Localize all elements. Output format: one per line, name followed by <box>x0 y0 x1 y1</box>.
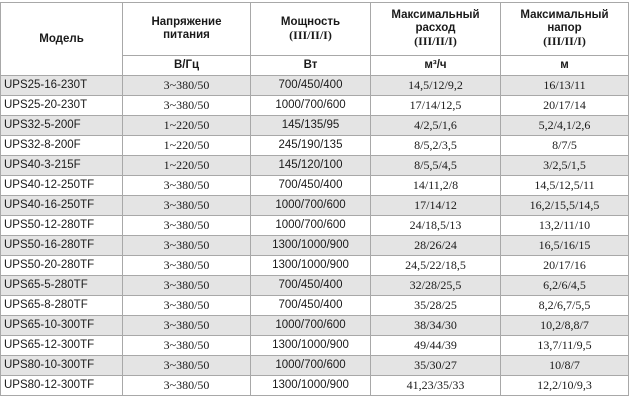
cell-power: 1300/1000/900 <box>251 336 371 356</box>
cell-power: 1000/700/600 <box>251 96 371 116</box>
header-head-line3: (III/II/I) <box>543 34 586 48</box>
cell-head: 8/7/5 <box>501 136 629 156</box>
unit-voltage: В/Гц <box>123 56 251 76</box>
cell-power: 700/450/400 <box>251 296 371 316</box>
header-flow <box>371 3 501 56</box>
cell-power: 1000/700/600 <box>251 216 371 236</box>
cell-flow: 35/28/25 <box>371 296 501 316</box>
table-row <box>1 216 629 236</box>
cell-flow: 14,5/12/9,2 <box>371 76 501 96</box>
cell-model: UPS25-20-230T <box>1 96 123 116</box>
cell-flow: 8/5,5/4,5 <box>371 156 501 176</box>
cell-voltage: 1~220/50 <box>123 116 251 136</box>
pump-spec-table <box>0 2 629 396</box>
cell-voltage: 3~380/50 <box>123 96 251 116</box>
cell-voltage: 3~380/50 <box>123 216 251 236</box>
cell-power: 145/135/95 <box>251 116 371 136</box>
cell-head: 12,2/10/9,3 <box>501 376 629 396</box>
table-row <box>1 356 629 376</box>
cell-model: UPS80-12-300TF <box>1 376 123 396</box>
cell-power: 245/190/135 <box>251 136 371 156</box>
cell-model: UPS50-12-280TF <box>1 216 123 236</box>
header-head-line1: Максимальный <box>520 9 609 21</box>
cell-flow: 41,23/35/33 <box>371 376 501 396</box>
cell-flow: 8/5,2/3,5 <box>371 136 501 156</box>
cell-voltage: 3~380/50 <box>123 296 251 316</box>
table-row <box>1 316 629 336</box>
cell-voltage: 1~220/50 <box>123 156 251 176</box>
unit-flow: м³/ч <box>371 56 501 76</box>
cell-model: UPS65-8-280TF <box>1 296 123 316</box>
table-row <box>1 76 629 96</box>
header-power <box>251 3 371 56</box>
table-body <box>1 76 629 396</box>
cell-model: UPS80-10-300TF <box>1 356 123 376</box>
cell-head: 5,2/4,1/2,6 <box>501 116 629 136</box>
cell-model: UPS50-20-280TF <box>1 256 123 276</box>
table-row <box>1 176 629 196</box>
cell-flow: 17/14/12 <box>371 196 501 216</box>
table-row <box>1 236 629 256</box>
cell-voltage: 3~380/50 <box>123 76 251 96</box>
cell-flow: 14/11,2/8 <box>371 176 501 196</box>
cell-flow: 24,5/22/18,5 <box>371 256 501 276</box>
cell-voltage: 3~380/50 <box>123 196 251 216</box>
table-row <box>1 116 629 136</box>
cell-flow: 17/14/12,5 <box>371 96 501 116</box>
header-flow-line2: расход <box>415 22 456 34</box>
cell-head: 14,5/12,5/11 <box>501 176 629 196</box>
cell-model: UPS25-16-230T <box>1 76 123 96</box>
cell-power: 1000/700/600 <box>251 196 371 216</box>
cell-voltage: 3~380/50 <box>123 376 251 396</box>
header-power-line2: (III/II/I) <box>289 27 332 42</box>
table-row <box>1 96 629 116</box>
header-model <box>1 3 123 76</box>
table-row <box>1 156 629 176</box>
cell-power: 1300/1000/900 <box>251 376 371 396</box>
cell-head: 20/17/16 <box>501 256 629 276</box>
header-model-label: Модель <box>39 32 84 45</box>
cell-power: 700/450/400 <box>251 176 371 196</box>
table-row <box>1 136 629 156</box>
cell-head: 3/2,5/1,5 <box>501 156 629 176</box>
cell-model: UPS40-3-215F <box>1 156 123 176</box>
cell-head: 8,2/6,7/5,5 <box>501 296 629 316</box>
cell-head: 13,2/11/10 <box>501 216 629 236</box>
cell-head: 16/13/11 <box>501 76 629 96</box>
cell-power: 1000/700/600 <box>251 356 371 376</box>
cell-voltage: 3~380/50 <box>123 256 251 276</box>
cell-flow: 4/2,5/1,6 <box>371 116 501 136</box>
cell-model: UPS50-16-280TF <box>1 236 123 256</box>
cell-flow: 35/30/27 <box>371 356 501 376</box>
cell-voltage: 1~220/50 <box>123 136 251 156</box>
cell-model: UPS40-12-250TF <box>1 176 123 196</box>
cell-model: UPS32-5-200F <box>1 116 123 136</box>
table-row <box>1 296 629 316</box>
header-power-line1: Мощность <box>280 15 341 28</box>
cell-head: 13,7/11/9,5 <box>501 336 629 356</box>
cell-voltage: 3~380/50 <box>123 176 251 196</box>
table-row <box>1 196 629 216</box>
cell-power: 1300/1000/900 <box>251 256 371 276</box>
header-flow-line1: Максимальный <box>391 9 480 21</box>
cell-flow: 24/18,5/13 <box>371 216 501 236</box>
header-voltage <box>123 3 251 56</box>
table-row <box>1 256 629 276</box>
header-head <box>501 3 629 56</box>
cell-voltage: 3~380/50 <box>123 316 251 336</box>
table-row <box>1 376 629 396</box>
header-voltage-line1: Напряжение <box>151 16 222 28</box>
cell-voltage: 3~380/50 <box>123 356 251 376</box>
cell-power: 1300/1000/900 <box>251 236 371 256</box>
cell-power: 700/450/400 <box>251 276 371 296</box>
cell-model: UPS65-12-300TF <box>1 336 123 356</box>
table-row <box>1 336 629 356</box>
cell-head: 20/17/14 <box>501 96 629 116</box>
cell-voltage: 3~380/50 <box>123 276 251 296</box>
header-row <box>1 3 629 56</box>
cell-head: 16,2/15,5/14,5 <box>501 196 629 216</box>
cell-head: 16,5/16/15 <box>501 236 629 256</box>
cell-model: UPS32-8-200F <box>1 136 123 156</box>
cell-head: 10/8/7 <box>501 356 629 376</box>
cell-flow: 38/34/30 <box>371 316 501 336</box>
cell-model: UPS65-10-300TF <box>1 316 123 336</box>
cell-model: UPS40-16-250TF <box>1 196 123 216</box>
cell-model: UPS65-5-280TF <box>1 276 123 296</box>
cell-voltage: 3~380/50 <box>123 336 251 356</box>
cell-power: 145/120/100 <box>251 156 371 176</box>
cell-head: 6,2/6/4,5 <box>501 276 629 296</box>
cell-head: 10,2/8,8/7 <box>501 316 629 336</box>
cell-flow: 49/44/39 <box>371 336 501 356</box>
cell-voltage: 3~380/50 <box>123 236 251 256</box>
cell-flow: 28/26/24 <box>371 236 501 256</box>
header-voltage-line2: питания <box>163 29 210 41</box>
unit-head: м <box>501 56 629 76</box>
cell-flow: 32/28/25,5 <box>371 276 501 296</box>
cell-power: 1000/700/600 <box>251 316 371 336</box>
unit-power: Вт <box>251 56 371 76</box>
header-head-line2: напор <box>547 22 582 34</box>
header-flow-line3: (III/II/I) <box>414 34 457 48</box>
table-row <box>1 276 629 296</box>
cell-power: 700/450/400 <box>251 76 371 96</box>
